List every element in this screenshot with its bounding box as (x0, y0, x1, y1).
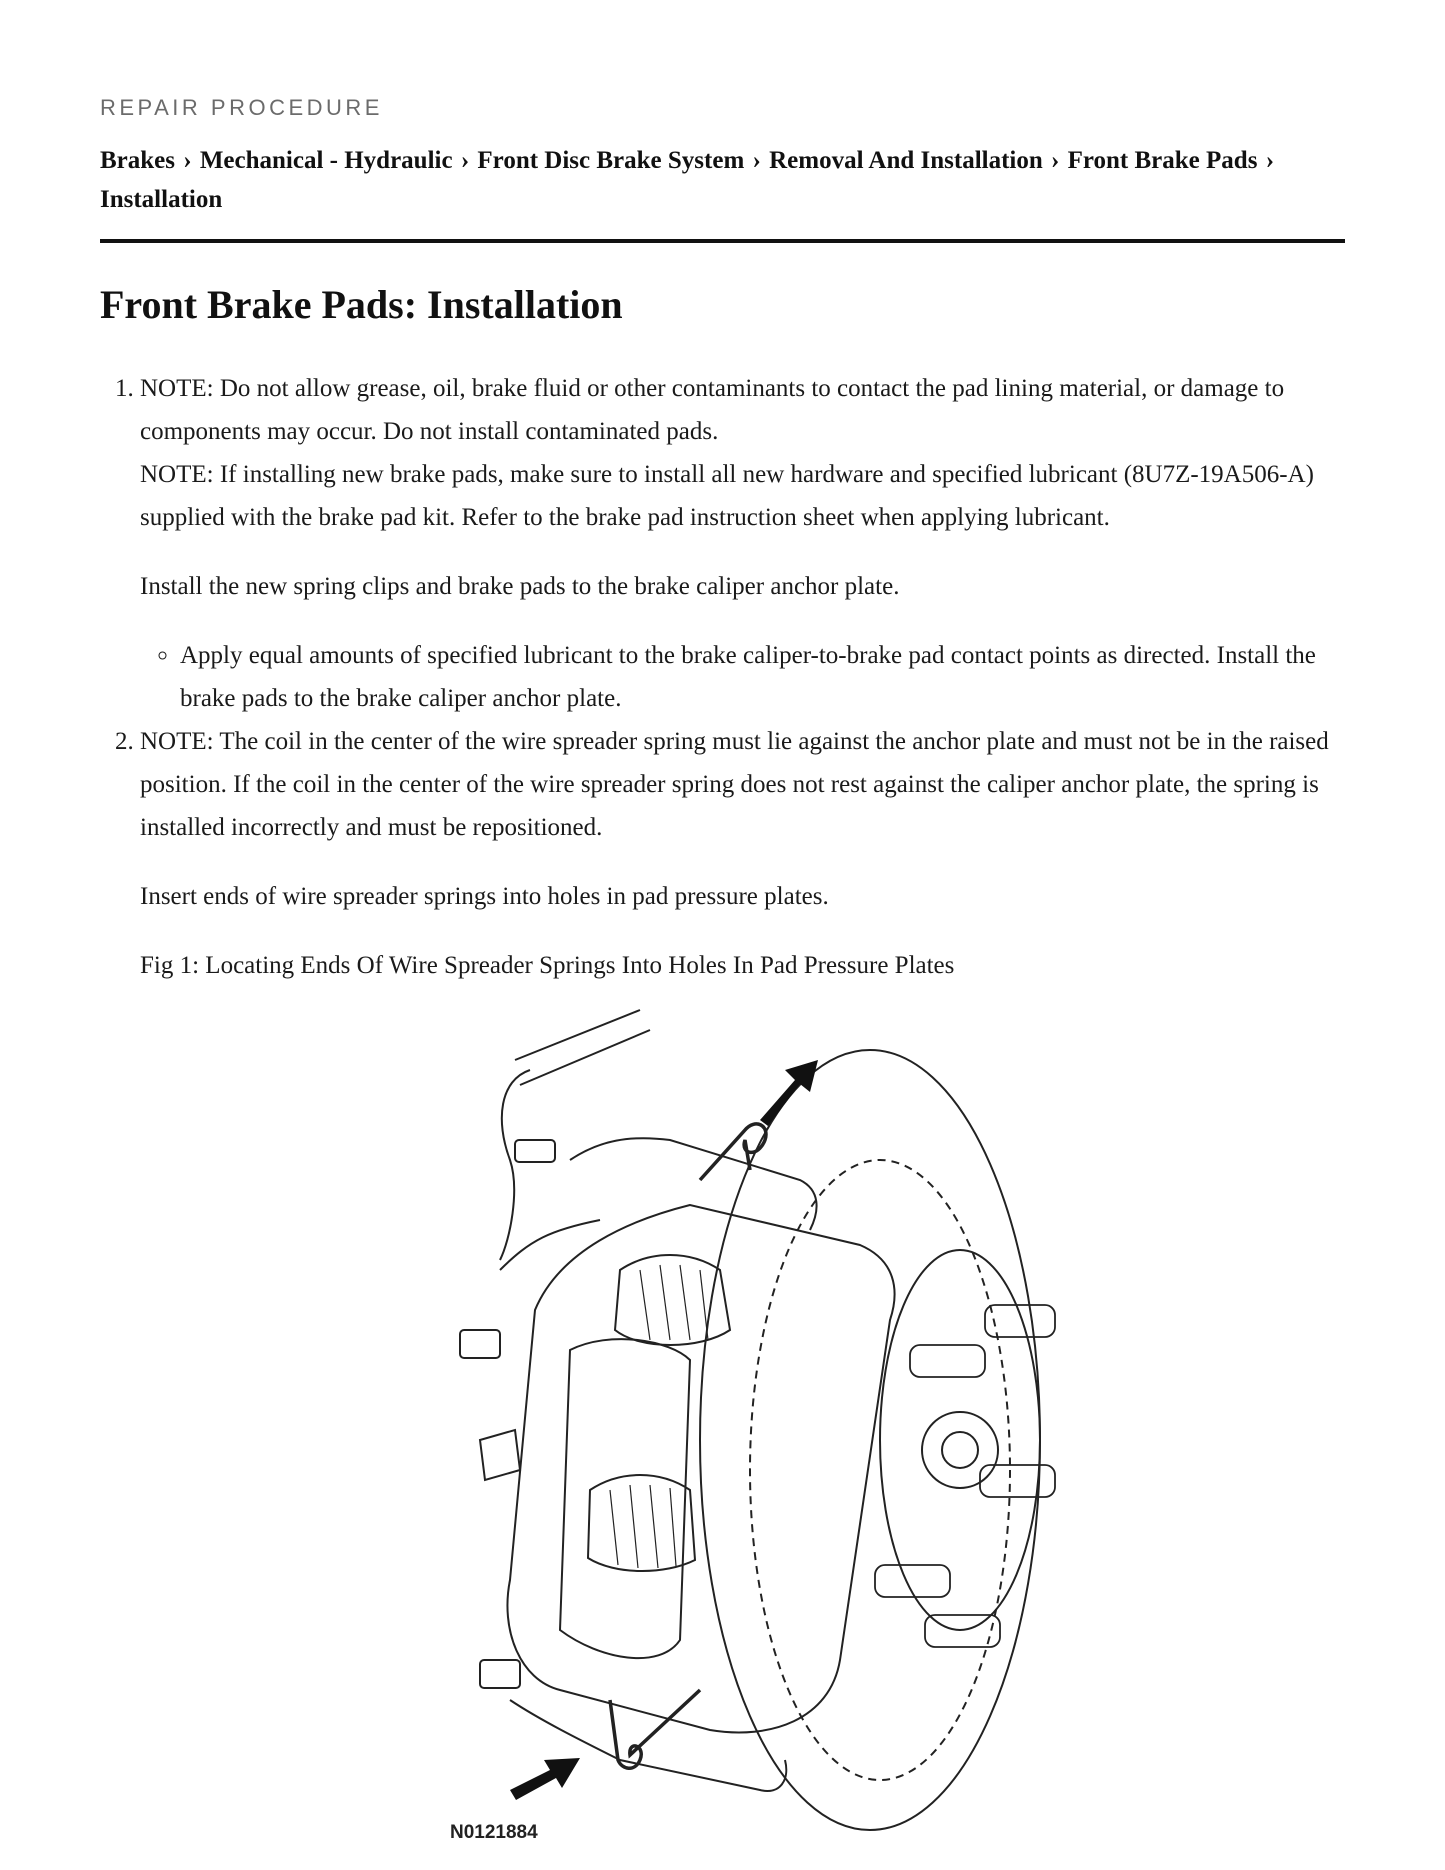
brake-caliper-illustration (440, 1000, 1060, 1860)
lug-studs (875, 1305, 1055, 1647)
brake-hose (500, 1070, 530, 1260)
breadcrumb-item-brakes[interactable]: Brakes (100, 147, 175, 174)
breadcrumb-separator: › (1051, 147, 1060, 174)
step-item (140, 720, 1355, 987)
step-note: 1. NOTE: Do not allow grease, oil, brake fluid or other contaminants to contact the pad lining material, or damage to components may occur. Do not install contaminated pads. (140, 375, 1285, 445)
arrow-upper-icon (760, 1060, 818, 1126)
breadcrumb-item-front-disc-brake-system[interactable]: Front Disc Brake System (477, 147, 745, 174)
breadcrumb (100, 141, 1345, 243)
brake-pad-lower (588, 1475, 695, 1571)
wire-spreader-spring-lower (610, 1690, 700, 1768)
procedure-steps (100, 367, 1355, 987)
breadcrumb-separator: › (460, 147, 470, 174)
step-item (140, 367, 1355, 720)
step-note: NOTE: If installing new brake pads, make sure to install all new hardware and specified lubricant (8U7Z-19A506-A) supplied with the brake pad kit. Refer to the brake pad instruction sheet when applying lubricant. (140, 461, 1314, 531)
knuckle-arm (515, 1010, 650, 1085)
breadcrumb-separator: › (1265, 147, 1275, 174)
breadcrumb-separator: › (183, 147, 192, 174)
section-eyebrow: REPAIR PROCEDURE (100, 95, 383, 120)
arrow-lower-icon (510, 1758, 580, 1800)
figure-caption: Fig 1: Locating Ends Of Wire Spreader Springs Into Holes In Pad Pressure Plates (140, 952, 955, 979)
breadcrumb-item-front-brake-pads[interactable]: Front Brake Pads (1067, 147, 1258, 174)
hub-outline (880, 1250, 1040, 1630)
page-title: Front Brake Pads: Installation (100, 282, 623, 327)
step-subitems (140, 634, 1355, 720)
breadcrumb-item-installation: Installation (100, 186, 223, 213)
breadcrumb-item-removal-and-installation[interactable]: Removal And Installation (769, 147, 1043, 174)
brake-caliper-figure (440, 1000, 1060, 1860)
breadcrumb-item-mechanical-hydraulic[interactable]: Mechanical - Hydraulic (199, 147, 453, 174)
brake-pad-upper (615, 1255, 730, 1345)
step-instruction: Install the new spring clips and brake pads to the brake caliper anchor plate. (140, 573, 900, 600)
breadcrumb-separator: › (752, 147, 761, 174)
figure-id: N0121884 (450, 1822, 538, 1843)
anchor-plate-top (570, 1138, 817, 1230)
anchor-bracket (480, 1220, 600, 1480)
list-item: ◦ Apply equal amounts of specified lubricant to the brake caliper-to-brake pad contact points as directed. Install the brake pads to the brake caliper anchor plate. (180, 634, 1355, 720)
step-note: 2. NOTE: The coil in the center of the wire spreader spring must lie against the anchor plate and must not be in the raised position. If the coil in the center of the wire spreader spring does not rest against the caliper anchor plate, the spring is installed incorrectly and must be repositioned. (140, 728, 1329, 841)
step-instruction: Insert ends of wire spreader springs into holes in pad pressure plates. (140, 883, 829, 910)
hub-center (922, 1412, 998, 1488)
hub-bore (942, 1432, 978, 1468)
